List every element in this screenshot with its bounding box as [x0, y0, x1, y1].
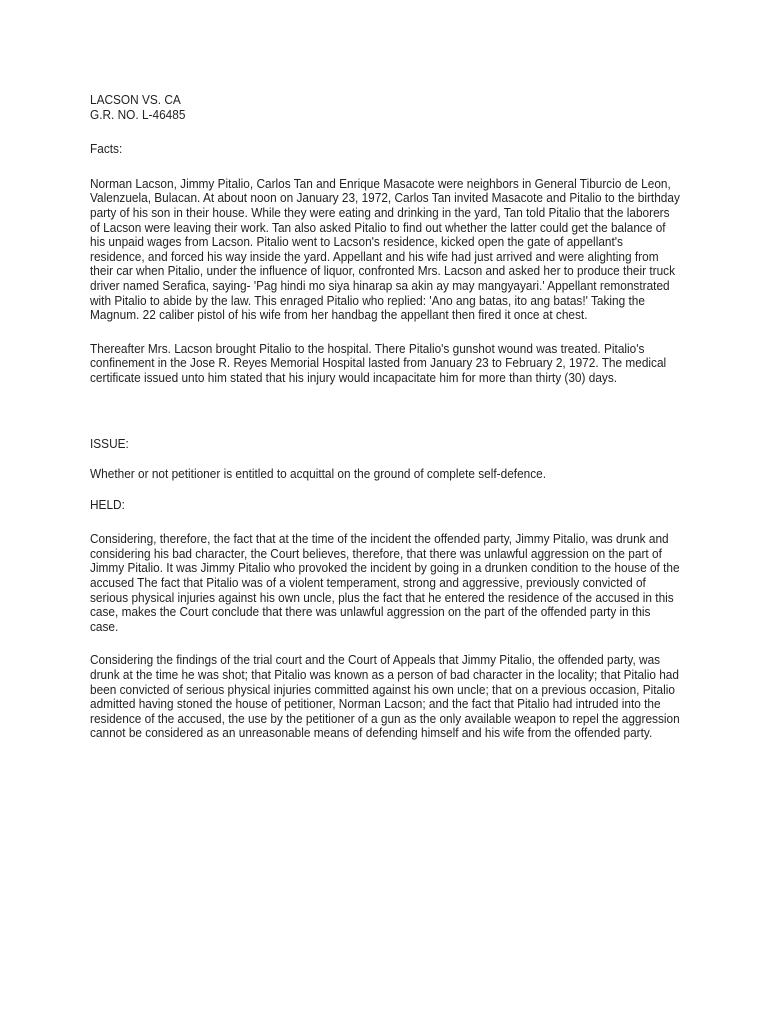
issue-heading: ISSUE:: [90, 436, 129, 451]
facts-paragraph-1: Norman Lacson, Jimmy Pitalio, Carlos Tan and Enrique Masacote were neighbors in General Tiburcio de Leon, Valenzuela, Bulacan. At about noon on January 23, 1972, Carlos Tan invited Masacote and Pitalio to the birthday party of his son in their house. While they were eating and drinking in the yard, Tan told Pitalio that the laborers of Lacson were leaving their work. Tan also asked Pitalio to find out whether the latter could get the balance of his unpaid wages from Lacson. Pitalio went to Lacson's residence, kicked open the gate of appellant's residence, and forced his way inside the yard. Appellant and his wife had just arrived and were alighting from their car when Pitalio, under the influence of liquor, confronted Mrs. Lacson and asked her to produce their truck driver named Serafica, saying- 'Pag hindi mo siya hinarap sa akin ay may mangyayari.' Appellant remonstrated with Pitalio to abide by the law. This enraged Pitalio who replied: 'Ano ang batas, ito ang batas!' Taking the Magnum. 22 caliber pistol of his wife from her handbag the appellant then fired it once at chest.: [90, 176, 680, 323]
case-header: [90, 93, 680, 122]
facts-heading: Facts:: [90, 142, 123, 157]
held-paragraph-1: Considering, therefore, the fact that at the time of the incident the offended party, Jimmy Pitalio, was drunk and considering his bad character, the Court believes, therefore, that there was unlawful aggression on the part of Jimmy Pitalio. It was Jimmy Pitalio who provoked the incident by going in a drunken condition to the house of the accused The fact that Pitalio was of a violent temperament, strong and aggressive, previously convicted of serious physical injuries against his own uncle, plus the fact that he entered the residence of the accused in this case, makes the Court conclude that there was unlawful aggression on the part of the offended party in this case.: [90, 532, 680, 634]
held-paragraph-2: Considering the findings of the trial court and the Court of Appeals that Jimmy Pitalio, the offended party, was drunk at the time he was shot; that Pitalio was known as a person of bad character in the locality; that Pitalio had been convicted of serious physical injuries committed against his own uncle; that on a previous occasion, Pitalio admitted having stoned the house of petitioner, Norman Lacson; and the fact that Pitalio had intruded into the residence of the accused, the use by the petitioner of a gun as the only available weapon to repel the aggression cannot be considered as an unreasonable means of defending himself and his wife from the offended party.: [90, 653, 680, 741]
facts-paragraph-2: Thereafter Mrs. Lacson brought Pitalio to the hospital. There Pitalio's gunshot wound was treated. Pitalio's confinement in the Jose R. Reyes Memorial Hospital lasted from January 23 to February 2, 1972. The medical certificate issued unto him stated that his injury would incapacitate him for more than thirty (30) days.: [90, 341, 667, 385]
held-heading: HELD:: [90, 497, 125, 512]
case-number: G.R. NO. L-46485: [90, 107, 186, 122]
issue-text: Whether or not petitioner is entitled to acquittal on the ground of complete self-defence.: [90, 467, 547, 482]
case-title: LACSON VS. CA: [90, 93, 181, 107]
document-page: [90, 93, 680, 741]
